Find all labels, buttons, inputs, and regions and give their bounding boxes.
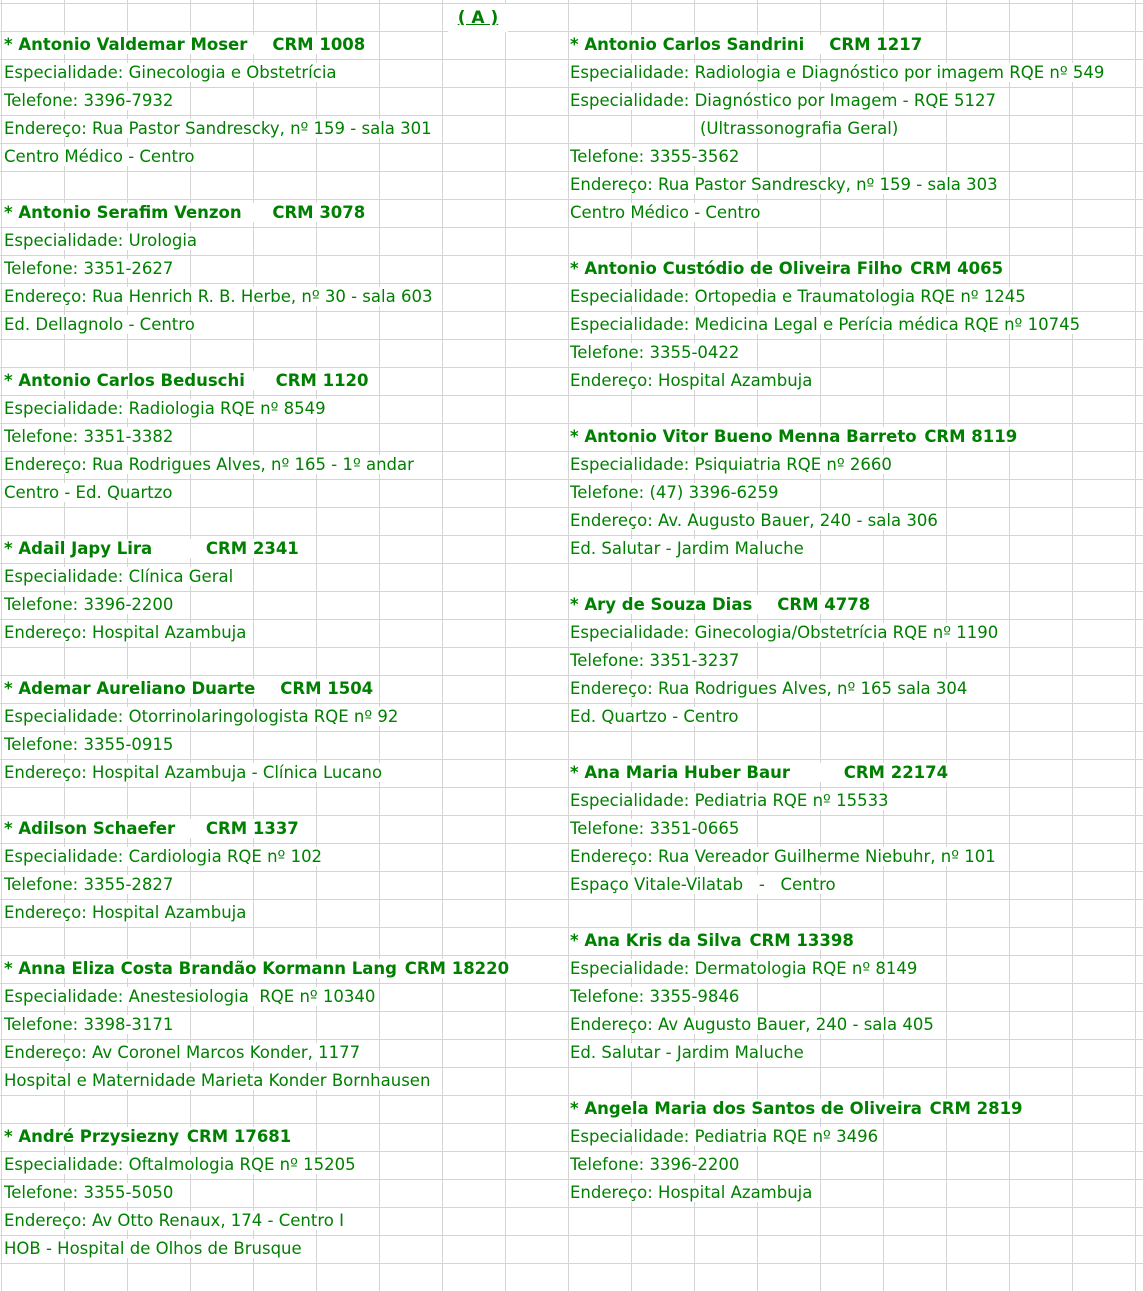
doctor-detail-line: Endereço: Hospital Azambuja - Clínica Lucano <box>4 763 383 782</box>
doctor-detail-line: Endereço: Rua Rodrigues Alves, nº 165 - 1º andar <box>4 455 414 474</box>
doctor-detail-line: Ed. Dellagnolo - Centro <box>4 315 195 334</box>
doctor-name: * Antonio Carlos Sandrini <box>570 35 805 54</box>
doctor-name: * Adilson Schaefer <box>4 819 176 838</box>
doctor-detail-line: Endereço: Hospital Azambuja <box>4 623 247 642</box>
doctor-detail-line: Especialidade: Pediatria RQE nº 15533 <box>570 791 889 810</box>
doctor-detail-line: Telefone: 3355-0422 <box>570 343 740 362</box>
doctor-entry <box>570 423 1105 563</box>
doctor-detail-line: Telefone: 3355-3562 <box>570 147 740 166</box>
blank-row <box>4 507 511 535</box>
crm-number: CRM 1337 <box>205 819 299 838</box>
doctor-entry <box>570 255 1105 395</box>
blank-row <box>570 563 1105 591</box>
doctor-detail-line: Endereço: Rua Vereador Guilherme Niebuhr, nº 101 <box>570 847 996 866</box>
doctor-entry <box>4 815 511 927</box>
sheet-title: ( A ) <box>448 4 508 32</box>
doctor-detail-line: Hospital e Maternidade Marieta Konder Bornhausen <box>4 1071 431 1090</box>
doctor-detail-line: Telefone: 3351-3382 <box>4 427 174 446</box>
crm-number: CRM 17681 <box>186 1127 292 1146</box>
doctor-name-line <box>4 31 511 59</box>
doctor-entry <box>4 675 511 787</box>
crm-number: CRM 4778 <box>777 595 871 614</box>
crm-number: CRM 1008 <box>272 35 366 54</box>
doctor-detail-line: Ed. Salutar - Jardim Maluche <box>570 1043 804 1062</box>
doctor-name: * Ana Kris da Silva <box>570 931 742 950</box>
doctor-entry <box>570 31 1105 227</box>
doctor-detail-line: Endereço: Av Otto Renaux, 174 - Centro I <box>4 1211 344 1230</box>
doctor-name: * Adail Japy Lira <box>4 539 153 558</box>
doctor-detail-line: Ed. Salutar - Jardim Maluche <box>570 539 804 558</box>
doctor-entry <box>4 955 511 1095</box>
doctor-name-line <box>570 31 1105 59</box>
doctor-detail-line: Especialidade: Cardiologia RQE nº 102 <box>4 847 323 866</box>
doctor-name-line <box>4 675 511 703</box>
doctor-detail-line: Endereço: Rua Henrich R. B. Herbe, nº 30 - sala 603 <box>4 287 433 306</box>
doctor-name-line <box>570 255 1105 283</box>
doctor-name: * Antonio Custódio de Oliveira Filho <box>570 259 903 278</box>
left-column <box>4 31 511 1263</box>
doctor-detail-line: Endereço: Hospital Azambuja <box>570 1183 813 1202</box>
doctor-name-line <box>4 815 511 843</box>
blank-row <box>570 899 1105 927</box>
doctor-detail-line: Endereço: Av Coronel Marcos Konder, 1177 <box>4 1043 361 1062</box>
doctor-entry <box>570 591 1105 731</box>
doctor-detail-line: Telefone: 3355-0915 <box>4 735 174 754</box>
doctor-detail-line: Especialidade: Radiologia e Diagnóstico por imagem RQE nº 549 <box>570 63 1105 82</box>
doctor-detail-line: Telefone: 3355-5050 <box>4 1183 174 1202</box>
doctor-detail-line: Telefone: 3351-0665 <box>570 819 740 838</box>
doctor-detail-line: Centro - Ed. Quartzo <box>4 483 173 502</box>
crm-number: CRM 1120 <box>275 371 369 390</box>
doctor-detail-line: Telefone: 3396-2200 <box>570 1155 740 1174</box>
doctor-detail-line: Especialidade: Psiquiatria RQE nº 2660 <box>570 455 892 474</box>
doctor-name-line <box>570 591 1105 619</box>
blank-row <box>570 227 1105 255</box>
doctor-name-line <box>570 1095 1105 1123</box>
doctor-name: * Antonio Vitor Bueno Menna Barreto <box>570 427 917 446</box>
blank-row <box>570 395 1105 423</box>
doctor-detail-line: Especialidade: Ginecologia e Obstetrícia <box>4 63 337 82</box>
doctor-detail-line: Endereço: Av. Augusto Bauer, 240 - sala 306 <box>570 511 938 530</box>
doctor-detail-line: Telefone: 3351-2627 <box>4 259 174 278</box>
doctor-name: * Anna Eliza Costa Brandão Kormann Lang <box>4 959 397 978</box>
doctor-detail-line: Especialidade: Anestesiologia RQE nº 10340 <box>4 987 376 1006</box>
blank-row <box>570 1067 1105 1095</box>
doctor-entry <box>4 535 511 647</box>
doctor-name: * Ary de Souza Dias <box>570 595 753 614</box>
doctor-detail-line: Endereço: Rua Rodrigues Alves, nº 165 sala 304 <box>570 679 968 698</box>
doctor-name-line <box>4 199 511 227</box>
blank-row <box>4 171 511 199</box>
doctor-detail-line: Especialidade: Urologia <box>4 231 198 250</box>
crm-number: CRM 18220 <box>404 959 510 978</box>
doctor-detail-line: Especialidade: Dermatologia RQE nº 8149 <box>570 959 918 978</box>
doctor-name-line <box>570 759 1105 787</box>
doctor-entry <box>4 31 511 171</box>
doctor-entry <box>570 1095 1105 1207</box>
doctor-detail-line: Telefone: 3355-2827 <box>4 875 174 894</box>
doctor-entry <box>4 1123 511 1263</box>
blank-row <box>4 647 511 675</box>
doctor-detail-line: Telefone: 3396-7932 <box>4 91 174 110</box>
doctor-name-line <box>570 927 1105 955</box>
doctor-name: * André Przysiezny <box>4 1127 180 1146</box>
doctor-detail-line: Telefone: 3398-3171 <box>4 1015 174 1034</box>
blank-row <box>4 927 511 955</box>
blank-row <box>570 731 1105 759</box>
doctor-entry <box>570 927 1105 1067</box>
crm-number: CRM 1217 <box>829 35 923 54</box>
doctor-detail-line: HOB - Hospital de Olhos de Brusque <box>4 1239 302 1258</box>
blank-row <box>4 1095 511 1123</box>
doctor-detail-line: Especialidade: Ginecologia/Obstetrícia RQE nº 1190 <box>570 623 999 642</box>
doctor-detail-line: Ed. Quartzo - Centro <box>570 707 739 726</box>
crm-number: CRM 3078 <box>272 203 366 222</box>
doctor-entry <box>4 199 511 339</box>
doctor-detail-line: Telefone: (47) 3396-6259 <box>570 483 779 502</box>
doctor-detail-line: Endereço: Rua Pastor Sandrescky, nº 159 - sala 301 <box>4 119 432 138</box>
doctor-name: * Antonio Valdemar Moser <box>4 35 248 54</box>
doctor-name-line <box>4 955 511 983</box>
doctor-detail-line: Centro Médico - Centro <box>570 203 761 222</box>
doctor-detail-line: Especialidade: Radiologia RQE nº 8549 <box>4 399 326 418</box>
doctor-detail-line: Especialidade: Clínica Geral <box>4 567 234 586</box>
right-column <box>570 31 1105 1207</box>
doctor-name-line <box>4 367 511 395</box>
crm-number: CRM 8119 <box>924 427 1018 446</box>
crm-number: CRM 1504 <box>280 679 374 698</box>
doctor-name: * Ademar Aureliano Duarte <box>4 679 256 698</box>
doctor-detail-line: Telefone: 3351-3237 <box>570 651 740 670</box>
doctor-detail-line: Telefone: 3396-2200 <box>4 595 174 614</box>
doctor-entry <box>570 759 1105 899</box>
crm-number: CRM 4065 <box>910 259 1004 278</box>
doctor-name-line <box>4 535 511 563</box>
doctor-detail-line: Endereço: Hospital Azambuja <box>4 903 247 922</box>
doctor-detail-line: Especialidade: Medicina Legal e Perícia médica RQE nº 10745 <box>570 315 1081 334</box>
doctor-name: * Antonio Serafim Venzon <box>4 203 242 222</box>
doctor-detail-line: Especialidade: Pediatria RQE nº 3496 <box>570 1127 879 1146</box>
doctor-detail-line: Especialidade: Oftalmologia RQE nº 15205 <box>4 1155 356 1174</box>
doctor-name: * Ana Maria Huber Baur <box>570 763 791 782</box>
doctor-detail-line: Especialidade: Diagnóstico por Imagem - RQE 5127 <box>570 91 996 110</box>
crm-number: CRM 22174 <box>843 763 949 782</box>
doctor-detail-line: Endereço: Hospital Azambuja <box>570 371 813 390</box>
doctor-entry <box>4 367 511 507</box>
doctor-name: * Antonio Carlos Beduschi <box>4 371 245 390</box>
doctor-detail-line: Telefone: 3355-9846 <box>570 987 740 1006</box>
doctor-detail-line: Especialidade: Otorrinolaringologista RQE nº 92 <box>4 707 399 726</box>
doctor-detail-line: Especialidade: Ortopedia e Traumatologia RQE nº 1245 <box>570 287 1026 306</box>
crm-number: CRM 2341 <box>205 539 299 558</box>
doctor-detail-line: (Ultrassonografia Geral) <box>700 119 899 138</box>
doctor-name-line <box>570 423 1105 451</box>
doctor-detail-line: Centro Médico - Centro <box>4 147 195 166</box>
doctor-name-line <box>4 1123 511 1151</box>
crm-number: CRM 13398 <box>749 931 854 950</box>
doctor-detail-line: Endereço: Av Augusto Bauer, 240 - sala 405 <box>570 1015 934 1034</box>
doctor-detail-line: Espaço Vitale-Vilatab - Centro <box>570 875 836 894</box>
crm-number: CRM 2819 <box>929 1099 1023 1118</box>
doctor-name: * Angela Maria dos Santos de Oliveira <box>570 1099 922 1118</box>
blank-row <box>4 787 511 815</box>
blank-row <box>4 339 511 367</box>
doctor-detail-line: Endereço: Rua Pastor Sandrescky, nº 159 - sala 303 <box>570 175 998 194</box>
